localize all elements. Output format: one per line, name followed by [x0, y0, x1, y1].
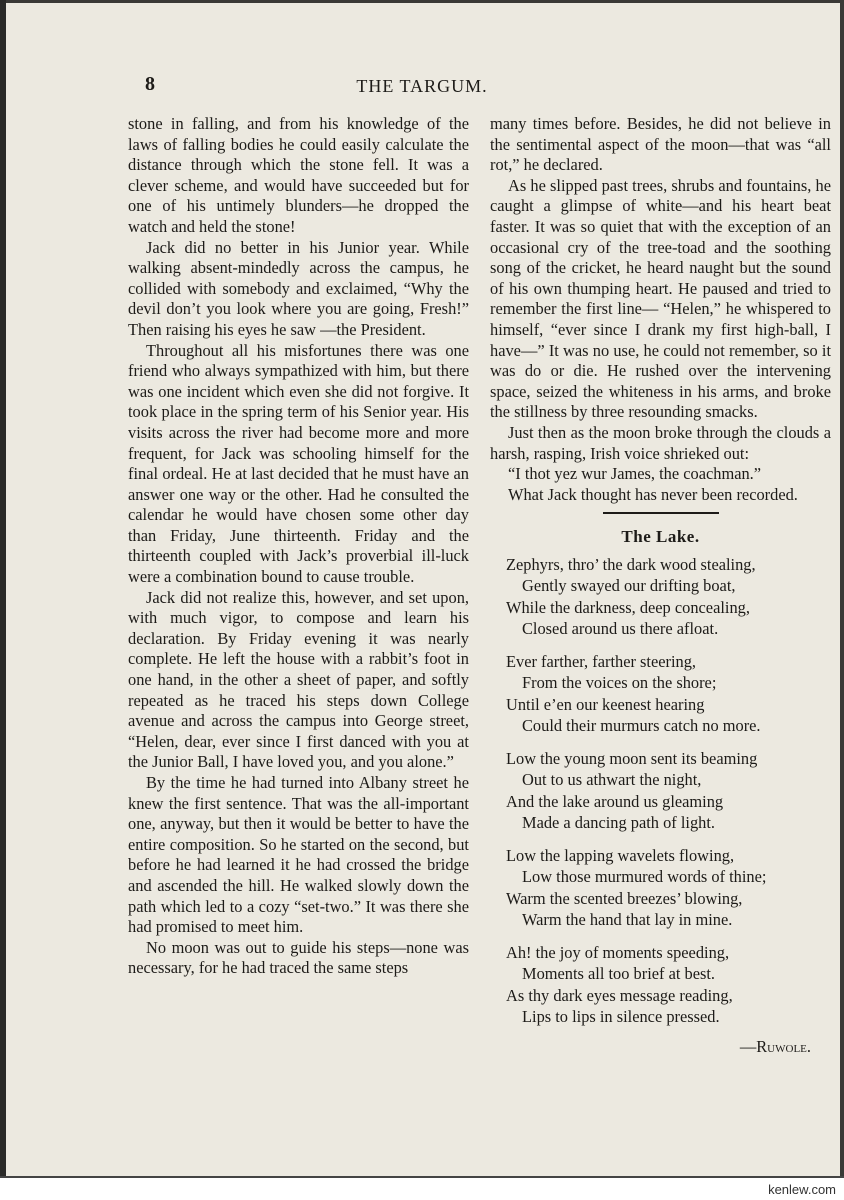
poem-line: Could their murmurs catch no more. — [522, 716, 761, 736]
page-edge-right — [840, 0, 844, 1200]
poem-line: Made a dancing path of light. — [522, 813, 715, 833]
paragraph: Jack did not realize this, however, and set upon, with much vigor, to compose and learn his declaration. By Friday evening it was nearly complete. He left the house with a rabbit’s foot in one hand, in the other a sheet of paper, and softly repeated as he traced his steps down College avenue and across the campus into George street, “Helen, dear, ever since I first danced with you at the Junior Ball, I have loved you, and you alone.” — [128, 587, 469, 772]
poem-line: From the voices on the shore; — [522, 673, 717, 693]
paragraph: stone in falling, and from his knowledge of the laws of falling bodies he could easily calculate the distance through which the stone fell. It was a clever scheme, and would have succeeded but for one of his untimely blunders—he dropped the watch and held the stone! — [128, 114, 469, 236]
poem-line: Closed around us there afloat. — [522, 619, 719, 639]
poem-line: And the lake around us gleaming — [506, 791, 724, 811]
poem-line: Low the lapping wavelets flowing, — [506, 845, 735, 865]
poem-line: Warm the scented breezes’ blowing, — [506, 888, 743, 908]
poem-line: Out to us athwart the night, — [522, 770, 702, 790]
poem-line: While the darkness, deep concealing, — [506, 597, 750, 617]
section-divider — [603, 512, 719, 514]
poem-line: Low the young moon sent its beaming — [506, 748, 758, 768]
poem-line: Warm the hand that lay in mine. — [522, 910, 733, 930]
poem-stanza — [506, 942, 831, 1028]
poem-line: Ever farther, farther steering, — [506, 651, 697, 671]
poem-line: Lips to lips in silence pressed. — [522, 1007, 720, 1027]
page-edge-left — [0, 0, 6, 1200]
poem-line: As thy dark eyes message reading, — [506, 985, 733, 1005]
poem-stanza — [506, 748, 831, 834]
poem-line: Low those murmured words of thine; — [522, 867, 767, 887]
watermark: kenlew.com — [768, 1182, 836, 1197]
poem-line: Until e’en our keenest hearing — [506, 694, 705, 714]
page-number: 8 — [145, 73, 155, 95]
paragraph: By the time he had turned into Albany street he knew the first sentence. That was the all-important one, anyway, but then it would be better to have the entire composition. So he started on the second, but before he had learned it he had crossed the bridge and ascended the hill. He walked slowly down the path which led to a cozy “set-two.” It was there she had promised to meet him. — [128, 773, 469, 937]
paragraph: Jack did no better in his Junior year. While walking absent-mindedly across the campus, he collided with somebody and exclaimed, “Why the devil don’t you look where you are going, Fresh!” Then raising his eyes he saw —the President. — [128, 237, 469, 339]
poem-line: Zephyrs, thro’ the dark wood stealing, — [506, 554, 756, 574]
poem-stanza — [506, 651, 831, 737]
paragraph: many times before. Besides, he did not believe in the sentimental aspect of the moon—that was “all rot,” he declared. — [490, 114, 831, 175]
poem-stanza — [506, 845, 831, 931]
paragraph: No moon was out to guide his steps—none was necessary, for he had traced the same steps — [128, 937, 469, 978]
left-column — [128, 114, 469, 979]
poem-line: Moments all too brief at best. — [522, 964, 716, 984]
poem-stanza — [506, 554, 831, 640]
paragraph: Just then as the moon broke through the clouds a harsh, rasping, Irish voice shrieked out: — [490, 422, 831, 463]
running-head: THE TARGUM. — [356, 76, 488, 96]
page-edge-top — [0, 0, 844, 3]
paragraph: Throughout all his misfortunes there was one friend who always sympathized with him, but there was one incident which even she did not forgive. It took place in the spring term of his Senior year. His visits across the river had become more and more frequent, for Jack was schooling himself for the final ordeal. He at last decided that he must have an answer one way or the other. Had he consulted the calendar he would have chosen some other day than Friday, June thirteenth. Friday and the thirteenth coupled with Jack’s proverbial ill-luck were a combination bound to cause trouble. — [128, 340, 469, 587]
poem-title: The Lake. — [621, 527, 700, 547]
paragraph: As he slipped past trees, shrubs and fountains, he caught a glimpse of white—and his heart beat faster. It was so quiet that with the exception of an occasional cry of the tree-toad and the soothing song of the cricket, he heard naught but the sound of his own thumping heart. He paused and tried to remember the first line— “Helen,” he whispered to himself, “ever since I drank my first high-ball, I have—” It was no use, he could not remember, so it was do or die. He rushed over the intervening space, seized the whiteness in his arms, and broke the stillness by three resounding smacks. — [490, 175, 831, 422]
poem-signature: —Ruwole. — [739, 1036, 811, 1056]
poem-line: Gently swayed our drifting boat, — [522, 576, 736, 596]
paragraph: What Jack thought has never been recorded. — [508, 484, 798, 504]
poem-line: Ah! the joy of moments speeding, — [506, 942, 730, 962]
paragraph: “I thot yez wur James, the coachman.” — [508, 464, 762, 484]
footer-strip — [0, 1178, 844, 1200]
right-column — [490, 114, 831, 1057]
